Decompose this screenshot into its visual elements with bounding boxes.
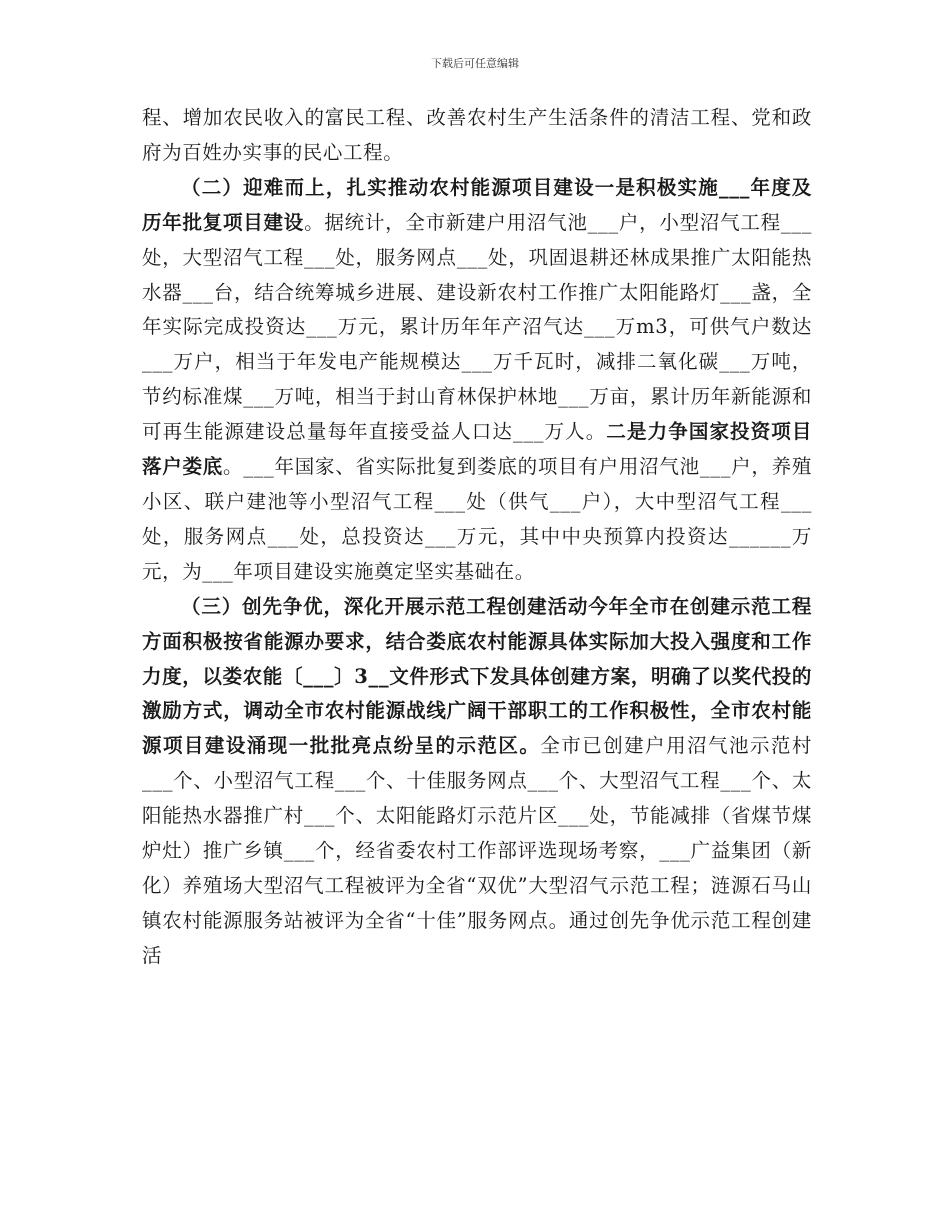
paragraph-1-text: 程、增加农民收入的富民工程、改善农村生产生活条件的清洁工程、党和政府为百姓办实事的民心工程。	[142, 106, 812, 164]
section-2-subheading: 二是力争国家投资项目落户娄底	[142, 420, 812, 479]
document-body	[142, 101, 812, 974]
paragraph-1	[142, 101, 812, 171]
paragraph-3	[142, 590, 812, 974]
paragraph-2	[142, 171, 812, 590]
section-2-heading: （二）迎难而上，扎实推动农村能源项目建设一是积极实施___年度及历年批复项目建设	[142, 175, 812, 234]
section-3-heading: （三）创先争优，深化开展示范工程创建活动今年全市在创建示范工程方面积极按省能源办要求，结合娄底农村能源具体实际加大投入强度和工作力度，以娄农能〔___〕3__文件形式下发具体创建方案，明确了以奖代投的激励方式，调动全市农村能源战线广阔干部职工的工作积极性，全市农村能源项目建设涌现一批批亮点纷呈的示范区。	[142, 594, 812, 758]
paragraph-3-text: 全市已创建户用沼气池示范村___个、小型沼气工程___个、十佳服务网点___个、大型沼气工程___个、太阳能热水器推广村___个、太阳能路灯示范片区___处，节能减排（省煤节煤炉灶）推广乡镇___个，经省委农村工作部评选现场考察，___广益集团（新化）养殖场大型沼气工程被评为全省“双优”大型沼气示范工程；涟源石马山镇农村能源服务站被评为全省“十佳”服务网点。通过创先争优示范工程创建活	[142, 734, 812, 967]
paragraph-2-text-a: 。据统计，全市新建户用沼气池___户，小型沼气工程___处，大型沼气工程___处，服务网点___处，巩固退耕还林成果推广太阳能热水器___台，结合统筹城乡进展、建设新农村工作推广太阳能路灯___盏，全年实际完成投资达___万元，累计历年年产沼气达___万m3，可供气户数达___万户，相当于年发电产能规模达___万千瓦时，减排二氧化碳___万吨，节约标准煤___万吨，相当于封山育林保护林地___万亩，累计历年新能源和可再生能源建设总量每年直接受益人口达___万人。	[142, 210, 812, 444]
paragraph-2-text-b: 。___年国家、省实际批复到娄底的项目有户用沼气池___户，养殖小区、联户建池等小型沼气工程___处（供气___户），大中型沼气工程___处，服务网点___处，总投资达___万元，其中中央预算内投资达______万元，为___年项目建设实施奠定坚实基础在。	[142, 455, 812, 583]
page-header-note: 下载后可任意编辑	[431, 57, 519, 70]
